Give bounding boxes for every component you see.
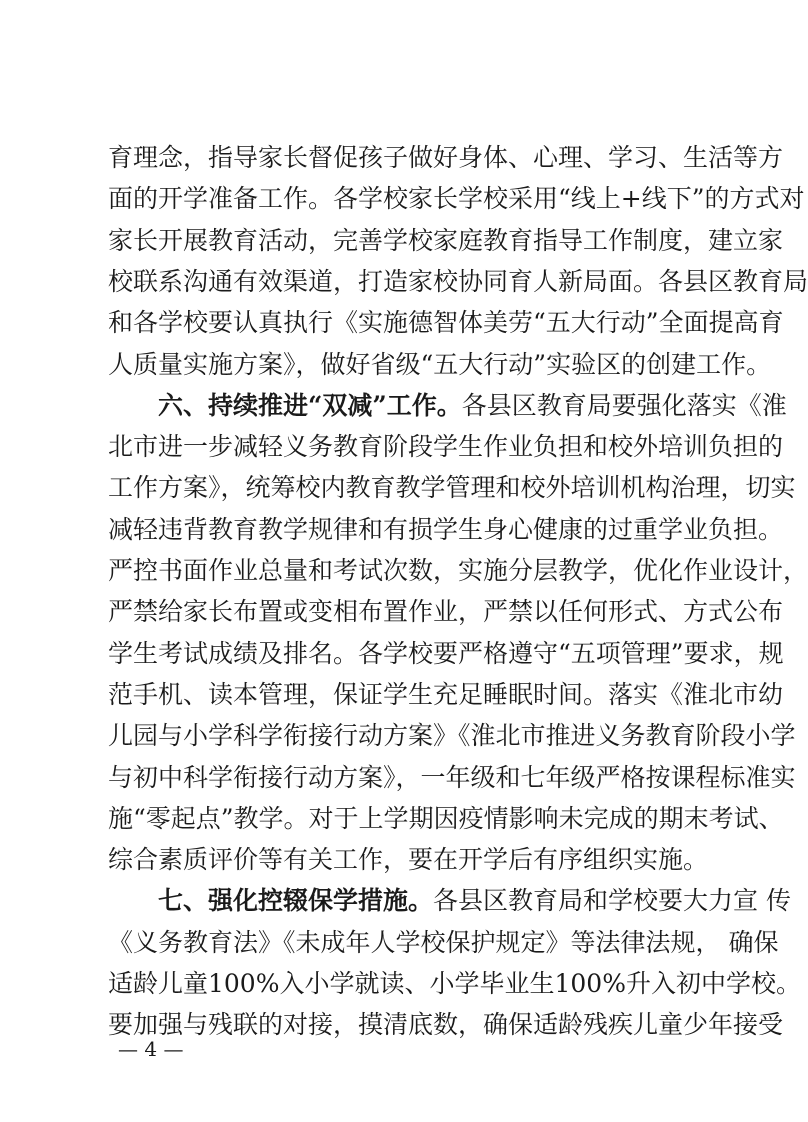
paragraph-line: 适龄儿童100%入小学就读、小学毕业生100%升入初中学校。 bbox=[108, 969, 801, 998]
paragraph-line: 育理念，指导家长督促孩子做好身体、心理、学习、生活等方 bbox=[108, 143, 784, 172]
paragraph-line: 工作方案》，统筹校内教育教学管理和校外培训机构治理，切实 bbox=[108, 473, 796, 502]
paragraph-line: 要加强与残联的对接，摸清底数，确保适龄残疾儿童少年接受 bbox=[108, 1010, 784, 1039]
paragraph-line: 儿园与小学科学衔接行动方案》《淮北市推进义务教育阶段小学 bbox=[108, 721, 796, 750]
paragraph-line: 施“零起点”教学。对于上学期因疫情影响未完成的期末考试、 bbox=[108, 804, 784, 833]
paragraph-line: 与初中科学衔接行动方案》，一年级和七年级严格按课程标准实 bbox=[108, 763, 796, 792]
paragraph-line: 严禁给家长布置或变相布置作业，严禁以任何形式、方式公布 bbox=[108, 597, 784, 626]
page-number: — 4 — bbox=[118, 1037, 184, 1061]
paragraph-line: 《义务教育法》《未成年人学校保护规定》等法律法规， 确保 bbox=[108, 928, 779, 957]
section-seven-first-line: 七、强化控辍保学措施。各县区教育局和学校要大力宣 传 bbox=[158, 886, 791, 915]
paragraph-line: 和各学校要认真执行《实施德智体美劳“五大行动”全面提高育 bbox=[108, 308, 784, 337]
section-six-first-line: 六、持续推进“双减”工作。各县区教育局要强化落实《淮 bbox=[158, 391, 787, 420]
paragraph-line: 减轻违背教育教学规律和有损学生身心健康的过重学业负担。 bbox=[108, 515, 784, 544]
paragraph-line: 范手机、读本管理，保证学生充足睡眠时间。落实《淮北市幼 bbox=[108, 680, 784, 709]
paragraph-line: 严控书面作业总量和考试次数，实施分层教学，优化作业设计， bbox=[108, 556, 808, 585]
paragraph-line: 人质量实施方案》，做好省级“五大行动”实验区的创建工作。 bbox=[108, 350, 772, 379]
section-seven-heading: 七、强化控辍保学措施。 bbox=[158, 886, 434, 915]
paragraph-line: 北市进一步减轻义务教育阶段学生作业负担和校外培训负担的 bbox=[108, 432, 784, 461]
paragraph-line: 面的开学准备工作。各学校家长学校采用“线上+线下”的方式对 bbox=[108, 184, 805, 213]
section-six-heading: 六、持续推进“双减”工作。 bbox=[158, 391, 462, 420]
paragraph-line: 家长开展教育活动，完善学校家庭教育指导工作制度，建立家 bbox=[108, 226, 784, 255]
paragraph-line: 校联系沟通有效渠道，打造家校协同育人新局面。各县区教育局 bbox=[108, 267, 808, 296]
paragraph-line: 学生考试成绩及排名。各学校要严格遵守“五项管理”要求，规 bbox=[108, 639, 784, 668]
paragraph-line: 综合素质评价等有关工作，要在开学后有序组织实施。 bbox=[108, 845, 709, 874]
